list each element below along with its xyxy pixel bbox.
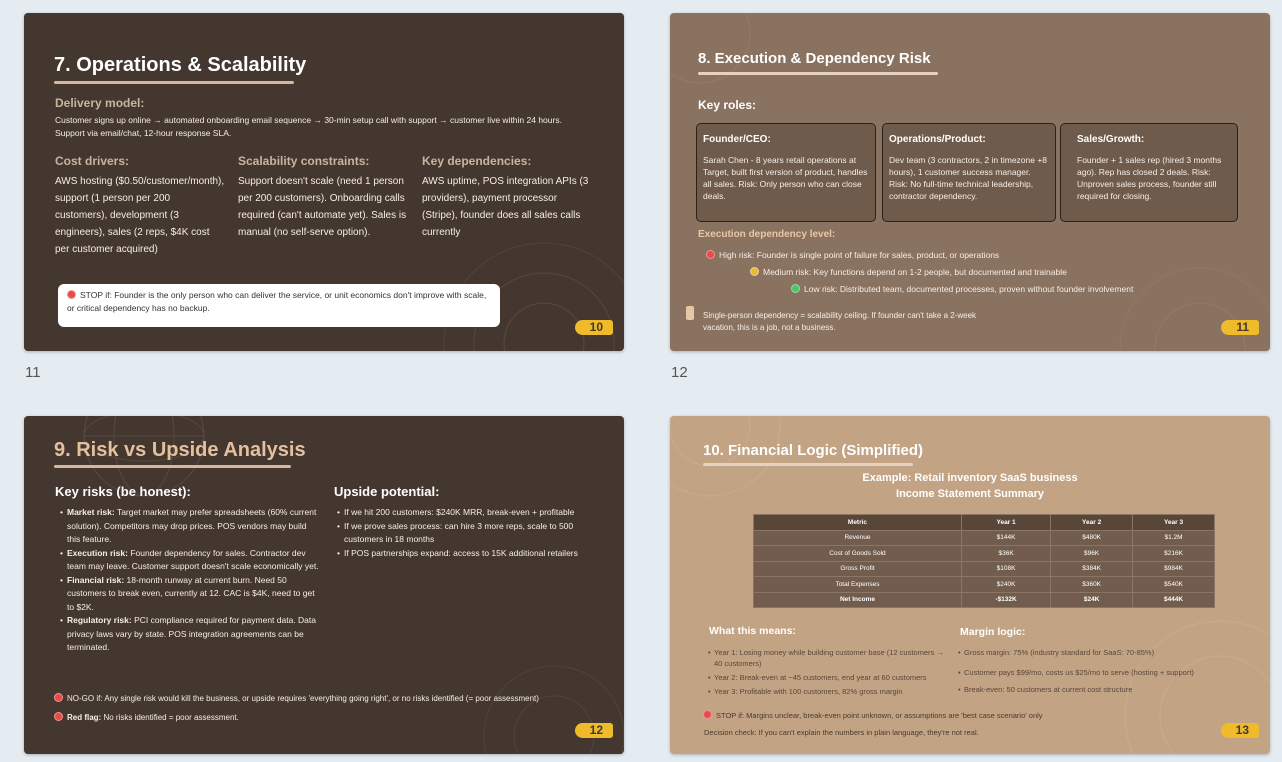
example-title: Example: Retail inventory SaaS business <box>862 472 1078 484</box>
stop-text: Margins unclear, break-even point unknown, or assumptions are 'best case scenario' only <box>746 711 1043 720</box>
table-cell: $24K <box>1051 592 1133 608</box>
list-item: • If we prove sales process: can hire 3 more reps, scale to 500 customers in 18 months <box>335 520 585 547</box>
nogo-label: NO-GO if: <box>67 694 103 703</box>
list-item: • Year 3: Profitable with 100 customers, 82% gross margin <box>708 686 948 697</box>
what-this-means-list <box>708 647 948 700</box>
role-text: Sarah Chen - 8 years retail operations at Target, built first version of product, handles all sales. Risk: Only person who can close deals. <box>703 155 868 201</box>
table-cell: $444K <box>1133 592 1215 608</box>
risk-label: Regulatory risk: <box>67 615 132 625</box>
stop-callout <box>703 710 1043 720</box>
decision-check: Decision check: If you can't explain the numbers in plain language, they're not real. <box>704 728 979 737</box>
dependencies-heading: Key dependencies: <box>422 154 532 168</box>
list-item: • If we hit 200 customers: $240K MRR, break-even + profitable <box>335 506 585 520</box>
delivery-text: Customer signs up online → automated onboarding email sequence → 30-min setup call with support → customer live within 24 hours. Support via email/chat, 12-hour response SLA. <box>55 115 562 138</box>
role-title: Sales/Growth: <box>1077 134 1145 145</box>
role-text: Dev team (3 contractors, 2 in timezone +8 hours), 1 customer success manager. Risk: No full-time technical leadership, contractor dependency. <box>889 155 1048 201</box>
column-header: Year 3 <box>1133 515 1215 531</box>
table-cell: -$132K <box>961 592 1050 608</box>
slide-thumbnail-12[interactable] <box>24 416 624 754</box>
scalability-text: Support doesn't scale (need 1 person per 200 customers). Onboarding calls required (can't automate yet). Sales is manual (no self-serve option). <box>238 176 407 238</box>
column-header: Year 1 <box>961 515 1050 531</box>
list-item: • Year 1: Losing money while building customer base (12 customers → 40 customers) <box>708 647 948 669</box>
table-cell: Revenue <box>754 530 962 546</box>
high-risk-text: High risk: Founder is single point of failure for sales, product, or operations <box>719 250 1000 260</box>
table-cell: Gross Profit <box>754 561 962 577</box>
page-number: 12 <box>575 723 613 738</box>
role-title: Founder/CEO: <box>703 134 771 145</box>
margin-logic-heading: Margin logic: <box>960 626 1026 638</box>
table-row <box>754 530 1215 546</box>
list-item: • Break-even: 50 customers at current cost structure <box>958 684 1238 695</box>
table-header-row <box>754 515 1215 531</box>
role-card-operations <box>882 123 1056 222</box>
dependency-level-heading: Execution dependency level: <box>698 229 836 240</box>
page-number: 10 <box>575 320 613 335</box>
table-cell: $240K <box>961 577 1050 593</box>
list-item: • Gross margin: 75% (industry standard for SaaS: 70-85%) <box>958 647 1238 658</box>
list-item: • Year 2: Break-even at ~45 customers, end year at 60 customers <box>708 672 948 683</box>
list-item: • If POS partnerships expand: access to 15K additional retailers <box>335 547 585 561</box>
risks-list <box>58 506 320 655</box>
role-card-sales <box>1060 123 1238 222</box>
column-header: Metric <box>754 515 962 531</box>
table-cell: Cost of Goods Sold <box>754 546 962 562</box>
yellow-dot-icon <box>750 267 759 276</box>
medium-risk-item <box>750 266 1067 278</box>
table-row <box>754 561 1215 577</box>
low-risk-text: Low risk: Distributed team, documented processes, proven without founder involvement <box>804 284 1134 294</box>
red-dot-icon <box>54 712 63 721</box>
upside-heading: Upside potential: <box>334 484 440 499</box>
red-dot-icon <box>703 710 712 719</box>
list-item <box>58 506 320 547</box>
page-number: 13 <box>1221 723 1259 738</box>
upside-list <box>335 506 585 560</box>
table-cell: $96K <box>1051 546 1133 562</box>
risk-text: PCI compliance required for payment data. Data privacy laws vary by state. POS integration agreements can be terminated. <box>67 615 316 652</box>
risk-text: 18-month runway at current burn. Need 50 customers to break even, currently at 12. CAC is $4K, need to get to $2K. <box>67 574 315 612</box>
risk-label: Financial risk: <box>67 574 125 585</box>
slide-thumbnail-10[interactable] <box>24 13 624 351</box>
table-cell: $144K <box>961 530 1050 546</box>
red-dot-icon <box>54 693 63 702</box>
margin-logic-list <box>958 647 1238 698</box>
cost-heading: Cost drivers: <box>55 154 130 168</box>
risk-label: Execution risk: <box>67 547 128 558</box>
medium-risk-text: Medium risk: Key functions depend on 1-2 people, but documented and trainable <box>763 267 1067 277</box>
stop-callout <box>58 284 500 327</box>
table-cell: $36K <box>961 546 1050 562</box>
table-cell: $108K <box>961 561 1050 577</box>
delivery-heading: Delivery model: <box>55 96 145 110</box>
title-underline <box>54 81 294 84</box>
slide-title: 7. Operations & Scalability <box>54 54 307 76</box>
title-underline <box>703 463 913 466</box>
red-flag-callout <box>54 712 239 724</box>
table-row <box>754 592 1215 608</box>
table-cell: $540K <box>1133 577 1215 593</box>
slide-thumbnail-13[interactable] <box>670 416 1270 754</box>
income-statement-title: Income Statement Summary <box>896 488 1044 500</box>
table-cell: Net Income <box>754 592 962 608</box>
table-cell: $384K <box>1051 561 1133 577</box>
list-item: • Customer pays $99/mo, costs us $25/mo to serve (hosting + support) <box>958 667 1238 678</box>
slide-number-label: 12 <box>671 364 688 381</box>
scalability-heading: Scalability constraints: <box>238 154 370 168</box>
note-icon <box>686 306 694 320</box>
red-flag-text: No risks identified = poor assessment. <box>103 713 239 722</box>
title-underline <box>54 465 291 468</box>
dependency-note: Single-person dependency = scalability ceiling. If founder can't take a 2-week vacation, this is a job, not a business. <box>703 311 977 332</box>
list-item <box>58 547 320 574</box>
title-underline <box>698 72 938 75</box>
table-cell: $480K <box>1051 530 1133 546</box>
red-dot-icon <box>67 290 76 299</box>
table-cell: $216K <box>1133 546 1215 562</box>
slide-title: 9. Risk vs Upside Analysis <box>54 439 306 461</box>
low-risk-item <box>791 283 1133 295</box>
risk-label: Market risk: <box>67 507 115 517</box>
role-title: Operations/Product: <box>889 134 986 145</box>
slide-title: 10. Financial Logic (Simplified) <box>703 442 924 459</box>
what-this-means-heading: What this means: <box>709 625 796 637</box>
cost-text: AWS hosting ($0.50/customer/month), support (1 person per 200 customers), development (3 engineers), sales (2 reps, $4K cost per customer acquired) <box>55 176 225 255</box>
table-cell: Total Expenses <box>754 577 962 593</box>
dependencies-text: AWS uptime, POS integration APIs (3 providers), payment processor (Stripe), founder does all sales calls currently <box>422 176 589 238</box>
red-flag-label: Red flag: <box>67 713 102 722</box>
risks-heading: Key risks (be honest): <box>55 484 191 499</box>
table-row <box>754 577 1215 593</box>
stop-text: Founder is the only person who can deliver the service, or unit economics don't improve with scale, or critical dependency has no backup. <box>67 290 487 313</box>
risk-text: Founder dependency for sales. Contractor dev team may leave. Customer support doesn't scale economically yet. <box>67 547 319 571</box>
table-cell: $1.2M <box>1133 530 1215 546</box>
slide-title: 8. Execution & Dependency Risk <box>698 50 931 67</box>
high-risk-item <box>706 249 999 261</box>
slide-number-label: 11 <box>25 364 41 381</box>
table-row <box>754 546 1215 562</box>
role-text: Founder + 1 sales rep (hired 3 months ago). Rep has closed 2 deals. Risk: Unproven sales process, founder still required for closing. <box>1077 155 1222 201</box>
list-item <box>58 574 320 615</box>
stop-label: STOP if: <box>716 711 745 720</box>
stop-label: STOP if: <box>80 290 112 300</box>
risk-text: Target market may prefer spreadsheets (60% current solution). Competitors may drop prices. POS vendors may build this feature. <box>67 507 317 544</box>
red-dot-icon <box>706 250 715 259</box>
list-item <box>58 614 320 655</box>
table-cell: $984K <box>1133 561 1215 577</box>
role-card-founder <box>696 123 876 222</box>
green-dot-icon <box>791 284 800 293</box>
key-roles-heading: Key roles: <box>698 98 757 112</box>
table-cell: $360K <box>1051 577 1133 593</box>
slide-thumbnail-11[interactable] <box>670 13 1270 351</box>
page-number: 11 <box>1221 320 1259 335</box>
column-header: Year 2 <box>1051 515 1133 531</box>
nogo-callout <box>54 693 539 705</box>
nogo-text: Any single risk would kill the business, or upside requires 'everything going right', or no risks identified (= poor assessment) <box>104 694 539 703</box>
income-statement-table <box>753 514 1215 608</box>
